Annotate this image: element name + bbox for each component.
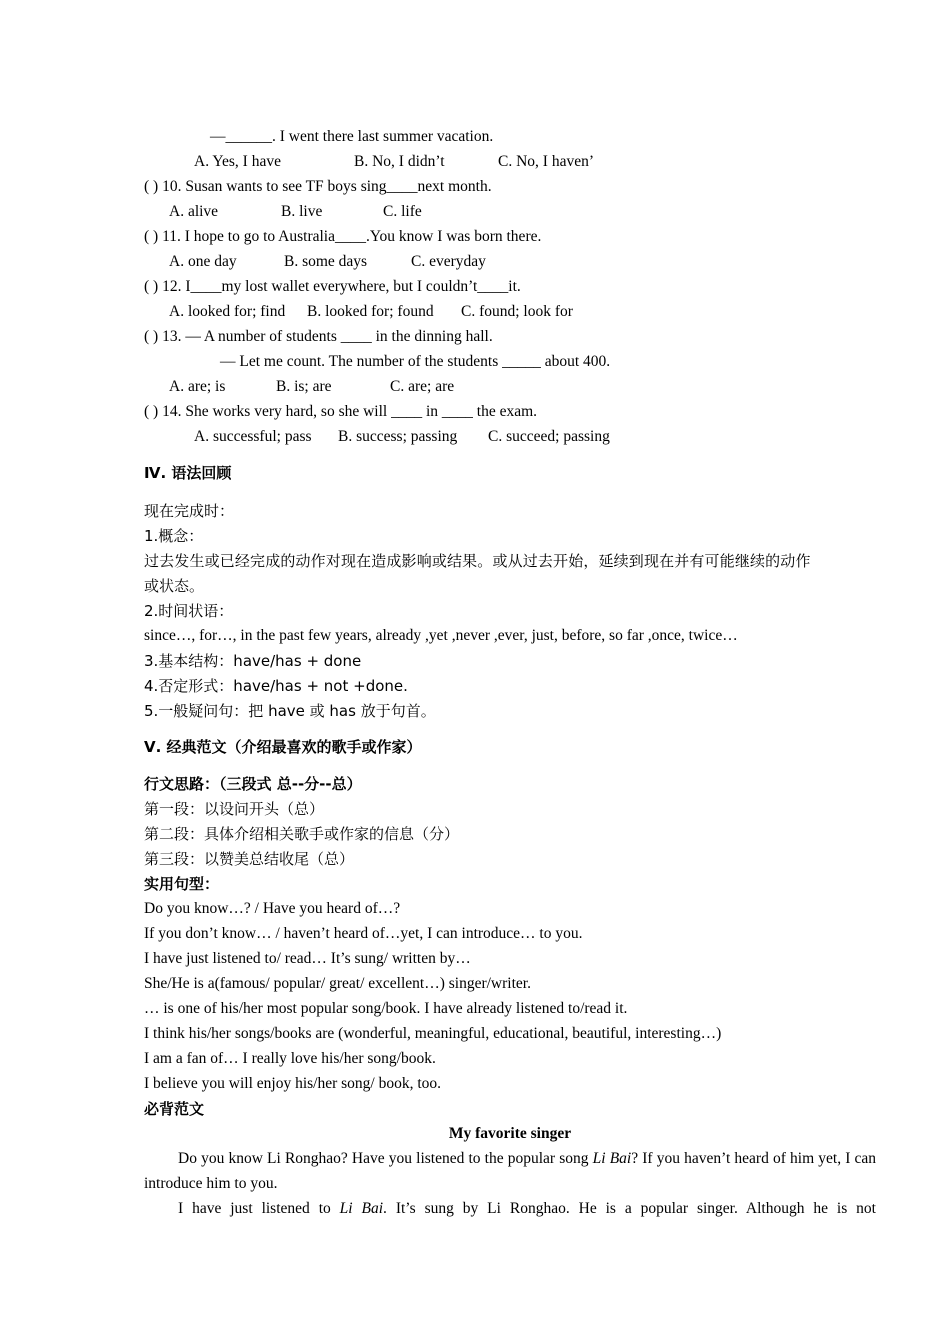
- outline-item: 第二段：具体介绍相关歌手或作家的信息（分）: [144, 825, 460, 843]
- essay-heading: Ⅴ. 经典范文（介绍最喜欢的歌手或作家）: [144, 738, 422, 756]
- song-title: Li Bai: [592, 1150, 632, 1167]
- outline-item: 第一段：以设问开头（总）: [144, 800, 325, 818]
- q14-option-b: B. success; passing: [338, 428, 458, 445]
- essay-paragraph-2: [144, 1196, 876, 1221]
- q12-option-a: A. looked for; find: [169, 303, 286, 320]
- q13-reply: — Let me count. The number of the students _____ about 400.: [220, 353, 611, 370]
- pattern-line: I believe you will enjoy his/her song/ book, too.: [144, 1075, 442, 1092]
- q14-stem: ( ) 14. She works very hard, so she will ____ in ____ the exam.: [144, 403, 538, 420]
- grammar-line: 5.一般疑问句：把 have 或 has 放于句首。: [144, 702, 436, 720]
- grammar-line: 3.基本结构：have/has + done: [144, 652, 362, 670]
- pattern-line: I am a fan of… I really love his/her song/book.: [144, 1050, 436, 1067]
- q11-option-a: A. one day: [169, 253, 237, 270]
- model-essay-heading: 必背范文: [144, 1100, 205, 1118]
- q11-option-b: B. some days: [284, 253, 368, 270]
- pattern-line: She/He is a(famous/ popular/ great/ excellent…) singer/writer.: [144, 975, 531, 992]
- grammar-line: 或状态。: [144, 577, 205, 595]
- grammar-line: 4.否定形式：have/has + not +done.: [144, 677, 408, 695]
- grammar-line: 过去发生或已经完成的动作对现在造成影响或结果。或从过去开始，延续到现在并有可能继续的动作: [144, 552, 811, 570]
- grammar-line: 现在完成时：: [144, 502, 235, 520]
- q12-option-b: B. looked for; found: [307, 303, 434, 320]
- q9-option-c: C. No, I haven’: [498, 153, 594, 170]
- q11-option-c: C. everyday: [411, 253, 486, 270]
- song-title: Li Bai: [339, 1200, 384, 1217]
- essay-text: ? If you haven’t heard of him yet, I can introduce him to you.: [144, 1150, 877, 1192]
- outline-heading: 行文思路：（三段式 总--分--总）: [144, 775, 362, 793]
- grammar-line: 1.概念：: [144, 527, 204, 545]
- q13-option-a: A. are; is: [169, 378, 226, 395]
- patterns-heading: 实用句型：: [144, 875, 220, 893]
- q12-option-c: C. found; look for: [461, 303, 573, 320]
- essay-text: . It’s sung by Li Ronghao. He is a popular singer. Although he is not: [383, 1200, 876, 1217]
- q11-stem: ( ) 11. I hope to go to Australia____.You know I was born there.: [144, 228, 542, 245]
- q10-stem: ( ) 10. Susan wants to see TF boys sing____next month.: [144, 178, 492, 195]
- q10-option-a: A. alive: [169, 203, 219, 220]
- grammar-line: since…, for…, in the past few years, already ,yet ,never ,ever, just, before, so far ,once, twice…: [144, 627, 738, 644]
- q13-option-c: C. are; are: [390, 378, 455, 395]
- q9-option-b: B. No, I didn’t: [354, 153, 445, 170]
- q14-option-c: C. succeed; passing: [488, 428, 610, 445]
- q9-option-a: A. Yes, I have: [194, 153, 281, 170]
- essay-title: My favorite singer: [448, 1125, 572, 1142]
- q13-option-b: B. is; are: [276, 378, 332, 395]
- q9-answer-line: —______. I went there last summer vacation.: [210, 128, 494, 145]
- outline-item: 第三段：以赞美总结收尾（总）: [144, 850, 355, 868]
- essay-text: I have just listened to: [178, 1200, 340, 1217]
- q13-stem: ( ) 13. — A number of students ____ in the dinning hall.: [144, 328, 493, 345]
- q14-option-a: A. successful; pass: [194, 428, 312, 445]
- q10-option-c: C. life: [383, 203, 422, 220]
- grammar-heading: Ⅳ. 语法回顾: [144, 464, 232, 482]
- q12-stem: ( ) 12. I____my lost wallet everywhere, but I couldn’t____it.: [144, 278, 521, 295]
- pattern-line: I think his/her songs/books are (wonderful, meaningful, educational, beautiful, interesting…): [144, 1025, 722, 1042]
- pattern-line: I have just listened to/ read… It’s sung/ written by…: [144, 950, 471, 967]
- pattern-line: Do you know…? / Have you heard of…?: [144, 900, 401, 917]
- q10-option-b: B. live: [281, 203, 323, 220]
- pattern-line: If you don’t know… / haven’t heard of…yet, I can introduce… to you.: [144, 925, 583, 942]
- essay-text: Do you know Li Ronghao? Have you listened to the popular song: [178, 1150, 593, 1167]
- grammar-line: 2.时间状语：: [144, 602, 234, 620]
- pattern-line: … is one of his/her most popular song/book. I have already listened to/read it.: [144, 1000, 628, 1017]
- essay-paragraph-1: [144, 1146, 876, 1196]
